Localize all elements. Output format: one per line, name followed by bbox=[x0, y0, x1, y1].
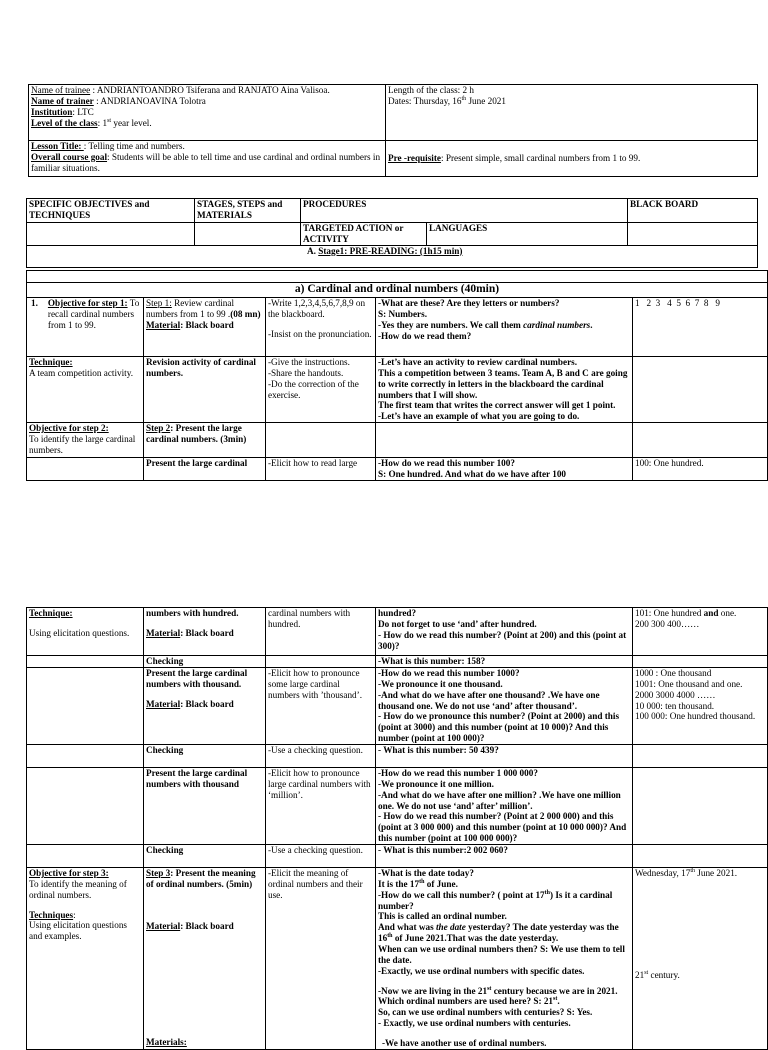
language-line: -How do we call this number? ( point at 17th) Is it a cardinal number? bbox=[378, 889, 613, 911]
material-label: Material bbox=[146, 627, 181, 638]
objective1-number: 1. bbox=[31, 298, 38, 308]
language-line: This is called an ordinal number. bbox=[378, 911, 507, 922]
board-line: 10 000: ten thousand. bbox=[635, 700, 715, 711]
hundred-language-cell bbox=[376, 608, 633, 656]
language3-cell bbox=[376, 458, 633, 481]
empty-cell bbox=[27, 745, 144, 768]
empty-cell bbox=[628, 223, 758, 246]
language-line: -Let’s have an activity to review cardinal numbers. bbox=[378, 357, 578, 367]
language-line: -What is the date today? bbox=[378, 868, 474, 879]
thousand-language-cell bbox=[376, 668, 633, 745]
empty-cell bbox=[376, 423, 633, 458]
step3-action-cell: -Elicit the meaning of ordinal numbers and their use. bbox=[266, 868, 376, 1050]
objective3-cell: Objective for step 3: To identify the meaning of ordinal numbers. Techniques: Using elicitation questions and examples. bbox=[27, 868, 144, 1050]
language-line: So, can we use ordinal numbers with centuries? S: Yes. bbox=[378, 1007, 593, 1018]
language-line: -We pronounce it one million. bbox=[378, 778, 494, 789]
prereq-cell bbox=[386, 141, 758, 177]
thousand-step-cell bbox=[144, 668, 266, 745]
empty-cell bbox=[27, 458, 144, 481]
step3-text: : Present the meaning of ordinal numbers. (5min) bbox=[146, 868, 256, 889]
language-line: -We pronounce it one thousand. bbox=[378, 678, 503, 689]
empty-cell bbox=[633, 745, 768, 768]
col-procedures-header: PROCEDURES bbox=[301, 199, 628, 223]
step2-cell bbox=[144, 423, 266, 458]
empty-cell bbox=[266, 656, 376, 668]
language-line: -Exactly, we use ordinal numbers with specific dates. bbox=[378, 965, 585, 976]
lesson-value: : Telling time and numbers. bbox=[83, 141, 185, 151]
material-value: : Black board bbox=[180, 319, 234, 330]
language-line: -How do we read this number 1000? bbox=[378, 668, 520, 678]
language-line: -Now we are living in the 21st century because we are in 2021. Which ordinal numbers are used here? S: 21st. bbox=[378, 985, 618, 1007]
trainee-info-cell bbox=[29, 85, 386, 141]
check2-language-cell: - What is this number: 50 439? bbox=[376, 745, 633, 768]
step1-text: Review cardinal numbers from 1 to 99 . bbox=[146, 298, 235, 319]
empty-cell bbox=[633, 768, 768, 845]
board-line: 2000 3000 4000 …… bbox=[635, 689, 716, 700]
language-line: It is the 17th of June. bbox=[378, 878, 458, 889]
materials-label: Materials: bbox=[146, 1037, 187, 1048]
board3-cell: 100: One hundred. bbox=[633, 458, 768, 481]
revision-cell: Revision activity of cardinal numbers. bbox=[144, 357, 266, 423]
action-line: -Give the instructions. bbox=[268, 357, 350, 367]
trainer-value: : ANDRIANOAVINA Tolotra bbox=[93, 95, 206, 106]
col-languages-header: LANGUAGES bbox=[427, 223, 628, 246]
header-table bbox=[28, 84, 758, 177]
language1-cell bbox=[376, 298, 633, 357]
language-line: -And what do we have after one thousand? .We have one thousand one. We do not use ‘and’ after thousand’. bbox=[378, 689, 600, 711]
lesson-label: Lesson Title: bbox=[31, 141, 84, 151]
class-length: Length of the class: 2 h bbox=[388, 85, 474, 95]
language-line: Do not forget to use ‘and’ after hundred. bbox=[378, 618, 537, 629]
language-line: -What are these? Are they letters or numbers? bbox=[378, 298, 560, 308]
institution-label: Institution bbox=[31, 106, 73, 117]
checking1-cell: Checking bbox=[144, 656, 266, 668]
action-line: -Share the handouts. bbox=[268, 367, 344, 378]
language-line: S: Numbers. bbox=[378, 308, 428, 319]
action3-cell: -Elicit how to read large bbox=[266, 458, 376, 481]
technique2-cell bbox=[27, 608, 144, 656]
material-label: Material bbox=[146, 319, 181, 330]
language-line: - Exactly, we use ordinal numbers with centuries. bbox=[378, 1018, 571, 1029]
language-line: - How do we read this number? (Point at 2 000 000) and this (point at 3 000 000) and this number (point at 10 000 000)? And this number (point at 100 000 000)? bbox=[378, 811, 627, 844]
class-dates: Dates: Thursday, 16th June 2021 bbox=[388, 95, 506, 106]
technique-label: Technique: bbox=[29, 357, 73, 367]
section-a-title: a) Cardinal and ordinal numbers (40min) bbox=[27, 283, 768, 298]
goal-value: : Students will be able to tell time and use cardinal and ordinal numbers in familiar situations. bbox=[31, 151, 381, 173]
col-stages-header: STAGES, STEPS and MATERIALS bbox=[195, 199, 301, 223]
col-objectives-header: SPECIFIC OBJECTIVES and TECHNIQUES bbox=[27, 199, 195, 223]
material-value: : Black board bbox=[180, 627, 234, 638]
language-line: -How do we read this number 1 000 000? bbox=[378, 768, 538, 779]
language-line: -How do we read this number 100? bbox=[378, 458, 515, 469]
material-value: : Black board bbox=[180, 920, 234, 931]
techniques-label: Techniques bbox=[29, 909, 74, 920]
step1-label: Step 1: bbox=[146, 298, 172, 308]
empty-cell bbox=[27, 768, 144, 845]
objective1-label: Objective for step 1: bbox=[47, 298, 128, 308]
empty-cell bbox=[27, 656, 144, 668]
step2-text: : Present the large cardinal numbers. (3min) bbox=[146, 423, 247, 445]
check1-language-cell: -What is this number: 158? bbox=[376, 656, 633, 668]
language-line: This a competition between 3 teams. Team A, B and C are going to write correctly in letters in the blackboard the cardinal numbers that I will show. bbox=[378, 367, 628, 400]
thousand-step-text: Present the large cardinal numbers with thousand. bbox=[146, 668, 248, 689]
col-targeted-header: TARGETED ACTION or ACTIVITY bbox=[301, 223, 427, 246]
hundred-step-cell bbox=[144, 608, 266, 656]
language-line: The first team that writes the correct answer will get 1 point. bbox=[378, 400, 616, 411]
action-line: -Do the correction of the exercise. bbox=[268, 378, 359, 400]
objective2-cell bbox=[27, 423, 144, 458]
thousand-action-cell: -Elicit how to pronounce some large cardinal numbers with ’thousand’. bbox=[266, 668, 376, 745]
board-line: 100 000: One hundred thousand. bbox=[635, 711, 756, 722]
language-line: S: One hundred. And what do we have after 100 bbox=[378, 469, 567, 480]
action1-cell bbox=[266, 298, 376, 357]
columns-header-table bbox=[26, 198, 758, 268]
action1a: -Write 1,2,3,4,5,6,7,8,9 on the blackboard. bbox=[268, 298, 366, 319]
prereq-value: : Present simple, small cardinal numbers from 1 to 99. bbox=[441, 153, 641, 164]
technique-cell bbox=[27, 357, 144, 423]
language-line: - How do we read this number? (Point at 200) and this (point at 300)? bbox=[378, 629, 627, 651]
empty-cell bbox=[633, 845, 768, 868]
board-line: 101: One hundred and one. bbox=[635, 608, 737, 618]
hundred-action-cell: cardinal numbers with hundred. bbox=[266, 608, 376, 656]
objective2-label: Objective for step 2: bbox=[29, 423, 109, 434]
step3-language-cell bbox=[376, 868, 633, 1050]
million-language-cell bbox=[376, 768, 633, 845]
material-value: : Black board bbox=[180, 698, 234, 709]
objective1-text: To recall cardinal numbers from 1 to 99. bbox=[47, 298, 140, 330]
objective2-text: To identify the large cardinal numbers. bbox=[29, 434, 136, 455]
language-line: hundred? bbox=[378, 608, 417, 618]
action1b: -Insist on the pronunciation. bbox=[268, 328, 372, 339]
spacer-row bbox=[27, 271, 768, 283]
checking2-cell: Checking bbox=[144, 745, 266, 768]
trainee-value: : ANDRIANTOANDRO Tsiferana and RANJATO Aina Valisoa. bbox=[90, 85, 330, 95]
level-value: : 1st year level. bbox=[97, 117, 152, 128]
language2-cell bbox=[376, 357, 633, 423]
language-line: -We have another use of ordinal numbers. bbox=[382, 1038, 547, 1049]
step1-time: (08 mn) bbox=[230, 308, 261, 319]
language-line: -Let’s have an example of what you are going to do. bbox=[378, 411, 580, 422]
empty-cell bbox=[27, 845, 144, 868]
trainer-label: Name of trainer bbox=[31, 95, 94, 106]
board-line: 1001: One thousand and one. bbox=[635, 678, 743, 689]
million-action-cell: -Elicit how to pronounce large cardinal numbers with ‘million’. bbox=[266, 768, 376, 845]
check3-language-cell: - What is this number:2 002 060? bbox=[376, 845, 633, 868]
check3-action-cell: -Use a checking question. bbox=[266, 845, 376, 868]
stage1-title: Stage1: PRE-READING: (1h15 min) bbox=[318, 245, 463, 256]
board1-cell: 1 2 3 4 5 6 7 8 9 bbox=[633, 298, 768, 357]
objective3-text: To identify the meaning of ordinal numbers. bbox=[29, 878, 127, 900]
goal-label: Overall course goal bbox=[31, 151, 108, 162]
institution-value: : LTC bbox=[72, 106, 94, 117]
empty-cell bbox=[633, 656, 768, 668]
objective1-cell bbox=[27, 298, 144, 357]
board-line: 200 300 400…… bbox=[635, 618, 700, 629]
million-step-cell: Present the large cardinal numbers with thousand bbox=[144, 768, 266, 845]
techniques-text: Using elicitation questions and examples. bbox=[29, 920, 127, 942]
prereq-label: Pre -requisite bbox=[388, 153, 441, 164]
objective3-label: Objective for step 3: bbox=[29, 868, 109, 879]
check2-action-cell: -Use a checking question. bbox=[266, 745, 376, 768]
language-line: -How do we read them? bbox=[378, 330, 472, 341]
thousand-board-cell bbox=[633, 668, 768, 745]
material-label: Material bbox=[146, 920, 181, 931]
board-line: 21st century. bbox=[635, 969, 680, 980]
checking3-cell: Checking bbox=[144, 845, 266, 868]
step2-label: Step 2 bbox=[146, 423, 171, 434]
board-line: 1000 : One thousand bbox=[635, 668, 712, 678]
step3-board-cell bbox=[633, 868, 768, 1050]
technique-text: A team competition activity. bbox=[29, 367, 134, 378]
stage1-prefix: A. bbox=[307, 245, 319, 256]
empty-cell bbox=[27, 223, 195, 246]
empty-cell bbox=[633, 423, 768, 458]
empty-cell bbox=[633, 357, 768, 423]
language-line: When can we use ordinal numbers then? S: We use them to tell the date. bbox=[378, 944, 625, 965]
level-label: Level of the class bbox=[31, 117, 98, 128]
lesson-cell bbox=[29, 141, 386, 177]
page2-table bbox=[26, 607, 768, 1050]
step1-cell bbox=[144, 298, 266, 357]
technique2-text: Using elicitation questions. bbox=[29, 627, 130, 638]
step3-cell bbox=[144, 868, 266, 1050]
language-line: - How do we pronounce this number? (Point at 2000) and this (point at 3000) and this number (point at 10 000)? And this number (point at 100 000)? bbox=[378, 711, 620, 744]
empty-cell bbox=[195, 223, 301, 246]
trainee-label: Name of trainee bbox=[31, 85, 91, 95]
stage1-row bbox=[27, 245, 758, 267]
step3-label: Step 3 bbox=[146, 868, 171, 879]
language-line: -And what do we have after one million? .We have one million one. We do not use ‘and’ after’ million’. bbox=[378, 789, 621, 811]
page1-table bbox=[26, 270, 768, 481]
technique2-label: Technique: bbox=[29, 608, 73, 618]
present-hundred-cell: Present the large cardinal bbox=[144, 458, 266, 481]
material-label: Material bbox=[146, 698, 181, 709]
col-blackboard-header: BLACK BOARD bbox=[628, 199, 758, 223]
empty-cell bbox=[27, 668, 144, 745]
language-line: -Yes they are numbers. We call them cardinal numbers. bbox=[378, 319, 593, 330]
action2-cell bbox=[266, 357, 376, 423]
language-line: And what was the date yesterday? The date yesterday was the 16th of June 2021.That was the date yesterday. bbox=[378, 922, 619, 944]
board-line: Wednesday, 17th June 2021. bbox=[635, 867, 738, 879]
hundred-board-cell bbox=[633, 608, 768, 656]
empty-cell bbox=[266, 423, 376, 458]
class-info-cell bbox=[386, 85, 758, 141]
hundred-step-text: numbers with hundred. bbox=[146, 608, 239, 618]
